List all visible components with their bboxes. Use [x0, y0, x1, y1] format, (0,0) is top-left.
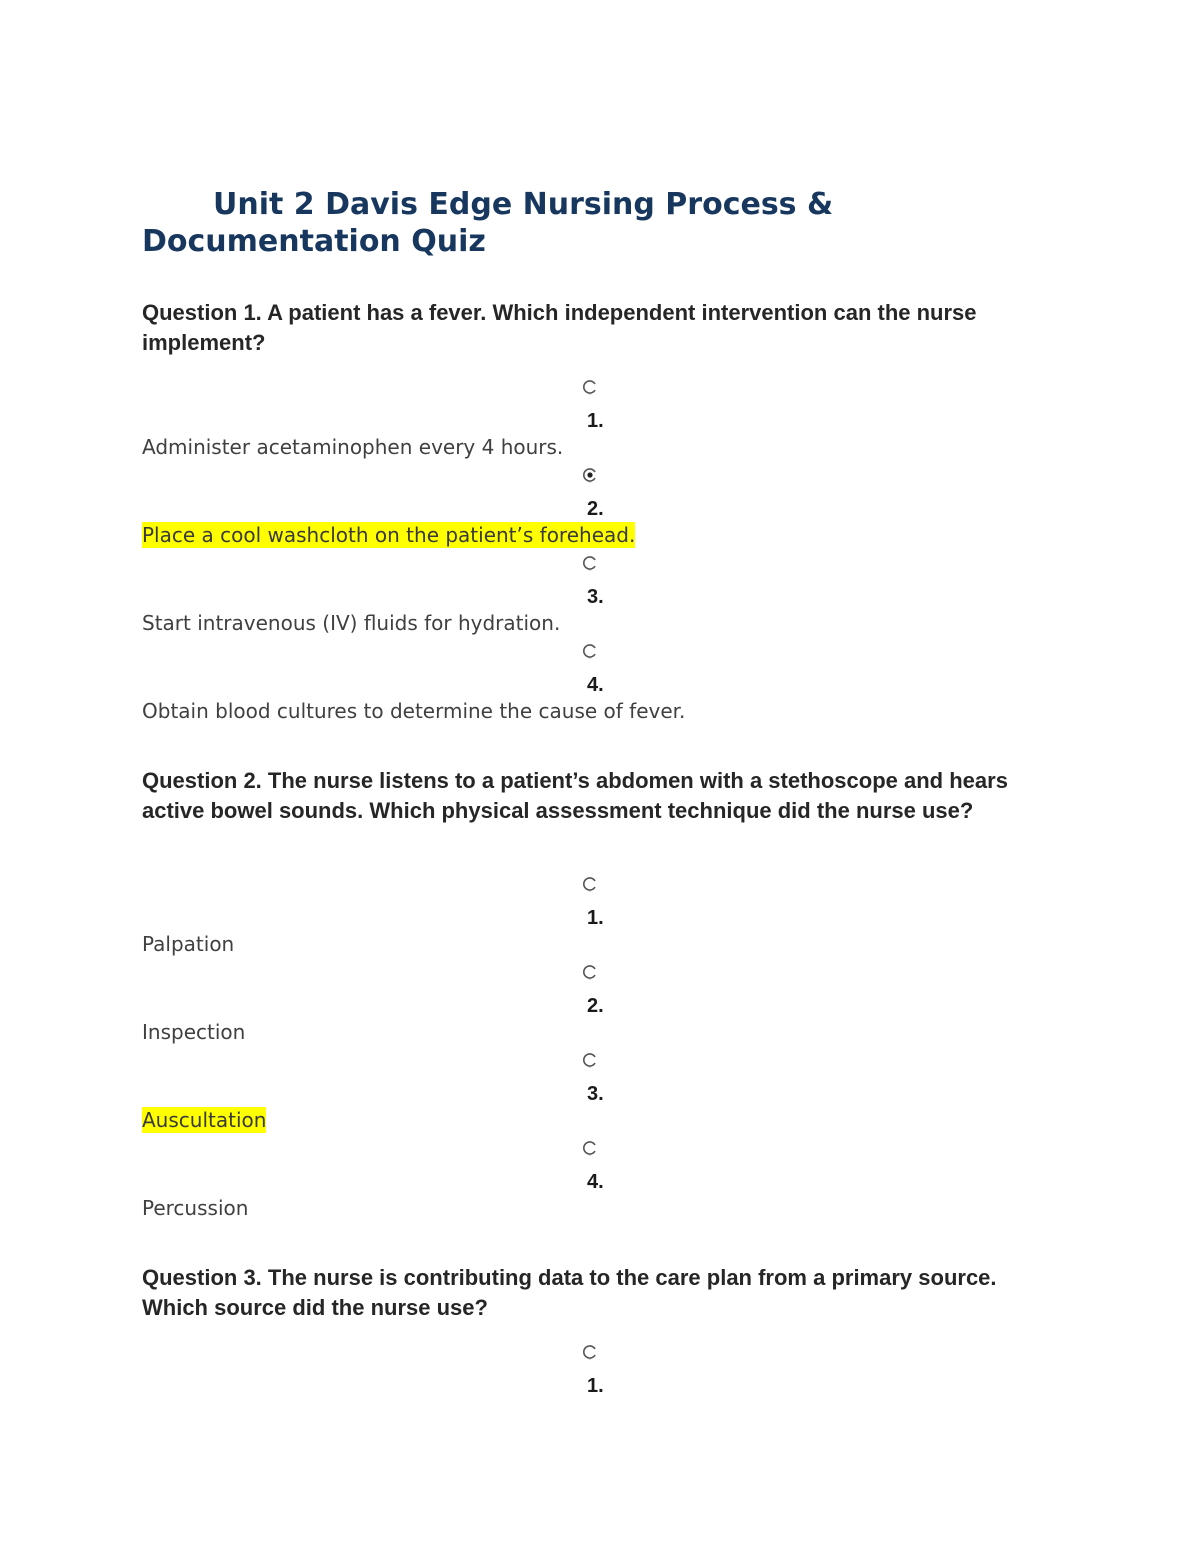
option-number: 1.: [587, 410, 604, 432]
option-number: 1.: [587, 907, 604, 929]
answer-option[interactable]: Start intravenous (IV) fluids for hydration.: [142, 611, 561, 635]
option-number: 3.: [587, 1083, 604, 1105]
question-3: [142, 1263, 1062, 1323]
option-number: 2.: [587, 498, 604, 520]
question-3-label: Question 3.: [142, 1265, 262, 1290]
radio-button-q1-opt1[interactable]: [582, 379, 598, 395]
question-2-text: The nurse listens to a patient’s abdomen with a stethoscope and hears active bowel sounds. Which physical assessment technique did the nurse use?: [142, 768, 1008, 823]
option-number: 4.: [587, 1171, 604, 1193]
option-number: 4.: [587, 674, 604, 696]
radio-button-q1-opt3[interactable]: [582, 555, 598, 571]
option-number: 1.: [587, 1375, 604, 1397]
question-1-text: A patient has a fever. Which independent intervention can the nurse implement?: [142, 300, 977, 355]
question-2: [142, 766, 1062, 826]
question-1: [142, 298, 1062, 358]
radio-button-q2-opt3[interactable]: [582, 1052, 598, 1068]
answer-option[interactable]: Percussion: [142, 1196, 249, 1220]
radio-button-q2-opt2[interactable]: [582, 964, 598, 980]
answer-option[interactable]: Inspection: [142, 1020, 246, 1044]
answer-option-highlighted[interactable]: Auscultation: [142, 1108, 267, 1132]
answer-option[interactable]: Administer acetaminophen every 4 hours.: [142, 435, 564, 459]
question-1-label: Question 1.: [142, 300, 262, 325]
radio-button-q2-opt1[interactable]: [582, 876, 598, 892]
question-2-label: Question 2.: [142, 768, 262, 793]
radio-button-q1-opt4[interactable]: [582, 643, 598, 659]
question-3-text: The nurse is contributing data to the care plan from a primary source. Which source did the nurse use?: [142, 1265, 997, 1320]
radio-button-q3-opt1[interactable]: [582, 1344, 598, 1360]
answer-option[interactable]: Palpation: [142, 932, 235, 956]
radio-button-q1-opt2-selected[interactable]: [582, 467, 598, 483]
option-number: 3.: [587, 586, 604, 608]
page-title: Unit 2 Davis Edge Nursing Process & Documentation Quiz: [142, 187, 834, 259]
radio-button-q2-opt4[interactable]: [582, 1140, 598, 1156]
option-number: 2.: [587, 995, 604, 1017]
answer-option-highlighted[interactable]: Place a cool washcloth on the patient’s forehead.: [142, 523, 636, 547]
answer-option[interactable]: Obtain blood cultures to determine the cause of fever.: [142, 699, 686, 723]
